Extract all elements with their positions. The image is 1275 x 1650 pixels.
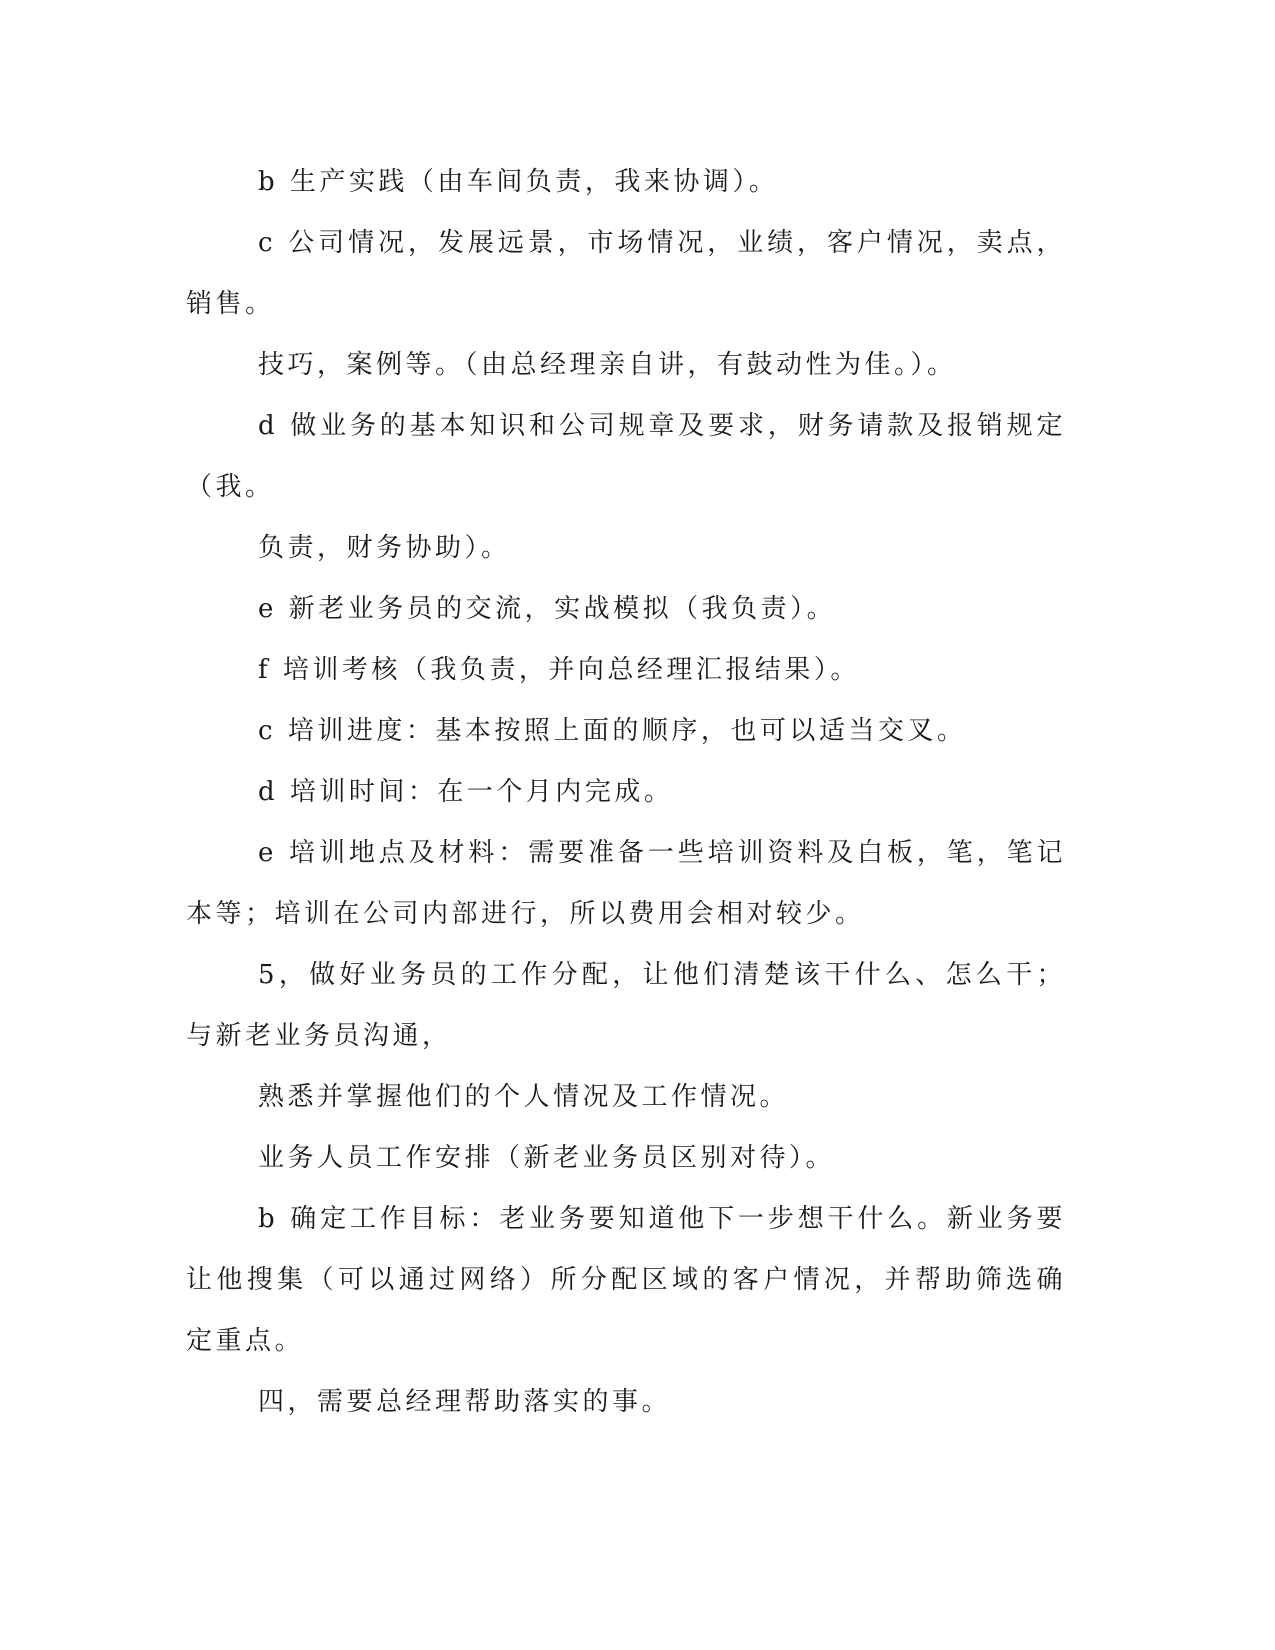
paragraph-familiarize: 熟悉并掌握他们的个人情况及工作情况。 — [258, 1082, 790, 1112]
paragraph-training-time: d 培训时间：在一个月内完成。 — [258, 777, 674, 807]
document-body — [186, 152, 1066, 1433]
paragraph-company-situation: c 公司情况，发展远景，市场情况，业绩，客户情况，卖点，销售。 — [186, 228, 1066, 319]
paragraph-exchange-simulation: e 新老业务员的交流，实战模拟（我负责）。 — [258, 594, 837, 624]
paragraph-staff-arrangement: 业务人员工作安排（新老业务员区别对待）。 — [258, 1143, 836, 1173]
paragraph-work-assignment: 5，做好业务员的工作分配，让他们清楚该干什么、怎么干；与新老业务员沟通， — [186, 960, 1066, 1051]
paragraph-basic-knowledge: d 做业务的基本知识和公司规章及要求，财务请款及报销规定（我。 — [186, 411, 1066, 502]
paragraph-training-assessment: f 培训考核（我负责，并向总经理汇报结果）。 — [258, 655, 860, 685]
paragraph-work-goals: b 确定工作目标：老业务要知道他下一步想干什么。新业务要让他搜集（可以通过网络）所分配区域的客户情况，并帮助筛选确定重点。 — [186, 1204, 1066, 1356]
paragraph-production-practice: b 生产实践（由车间负责，我来协调）。 — [258, 167, 779, 197]
paragraph-finance-assist: 负责，财务协助）。 — [258, 533, 511, 563]
paragraph-skills-cases: 技巧，案例等。（由总经理亲自讲，有鼓动性为佳。）。 — [258, 350, 957, 380]
paragraph-section-four: 四，需要总经理帮助落实的事。 — [258, 1387, 672, 1417]
paragraph-training-progress: c 培训进度：基本按照上面的顺序，也可以适当交叉。 — [258, 716, 967, 746]
paragraph-training-location: e 培训地点及材料：需要准备一些培训资料及白板，笔，笔记本等；培训在公司内部进行，所以费用会相对较少。 — [186, 838, 1066, 929]
